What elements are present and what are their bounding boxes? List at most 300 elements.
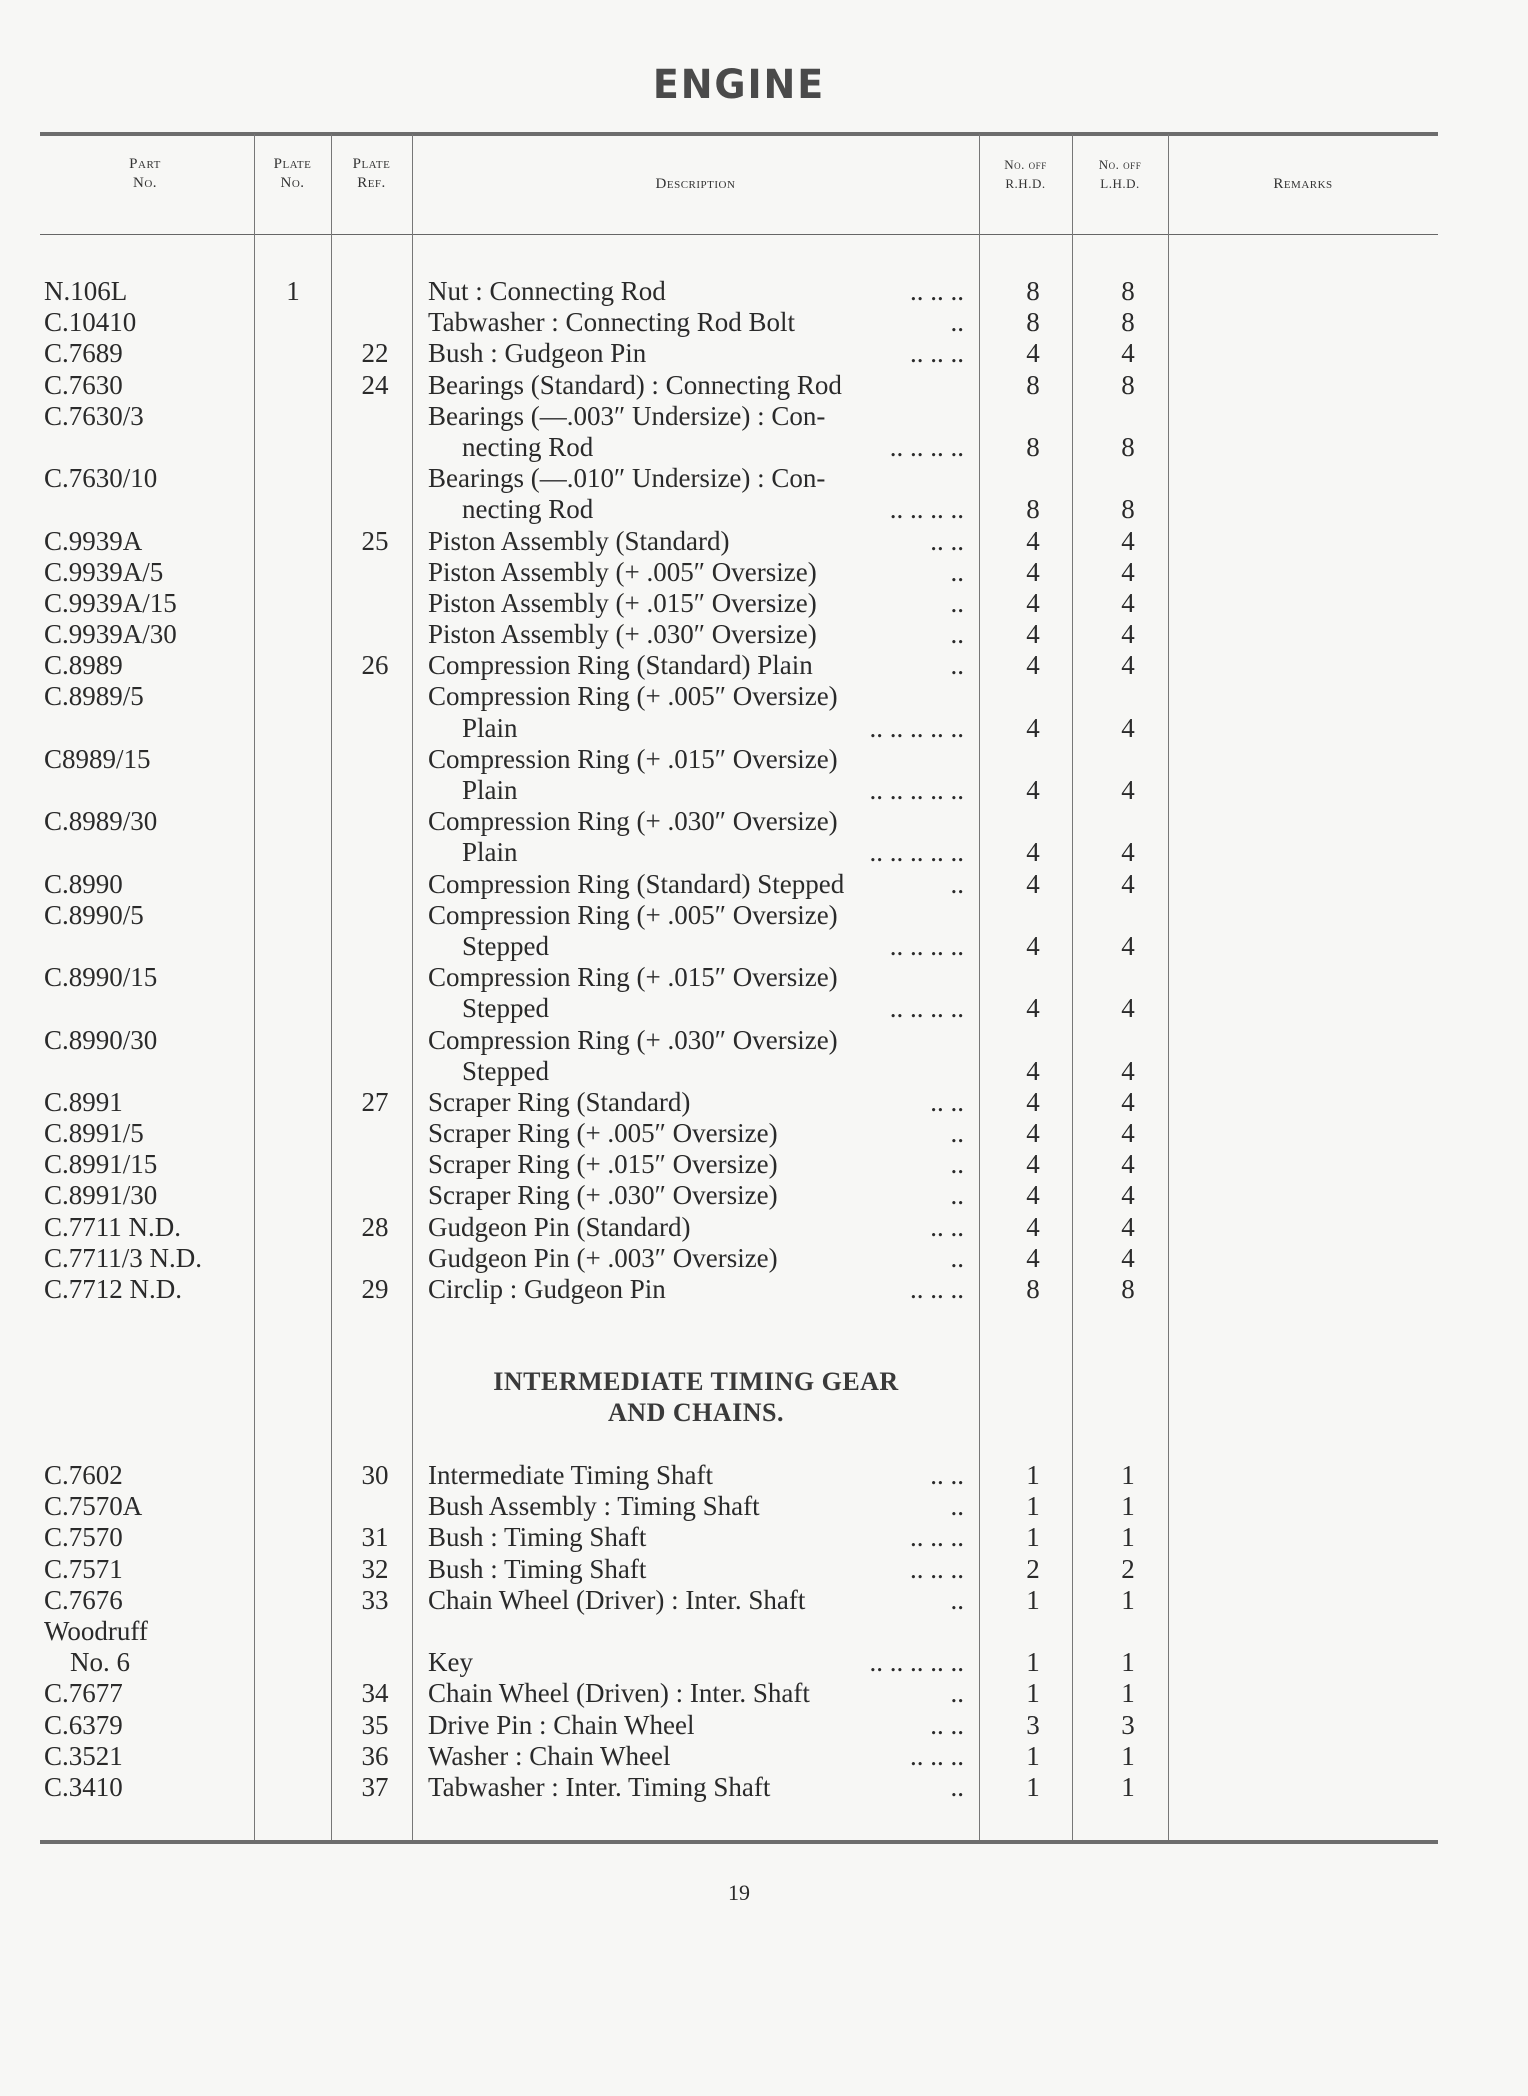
description-text: Compression Ring (+ .030″ Oversize) [428,806,838,837]
header-line: R.H.D. [1005,176,1046,191]
header-plate-ref [331,155,412,193]
table-row [0,1585,1528,1616]
description-text: Piston Assembly (Standard) [428,525,730,556]
qty-lhd: 4 [1121,587,1135,618]
table-row-continuation [0,713,1528,744]
part-number: C.8990/30 [44,1024,158,1055]
qty-lhd: 2 [1121,1553,1135,1584]
leader-dots: .. [950,1771,964,1802]
table-row [0,900,1528,931]
table-row [0,276,1528,307]
qty-rhd: 4 [1026,1242,1040,1273]
description [428,806,964,837]
qty-rhd: 4 [1026,1211,1040,1242]
part-number: C.8989/30 [44,806,158,837]
description-text: Gudgeon Pin (Standard) [428,1211,691,1242]
description [428,1522,964,1553]
parts-table-timing-gear [0,1460,1528,1803]
qty-rhd: 4 [1026,650,1040,681]
qty-lhd: 8 [1121,1274,1135,1304]
plate-ref: 25 [361,525,389,556]
table-row [0,1118,1528,1149]
leader-dots: .. [950,650,964,681]
description-text: Intermediate Timing Shaft [428,1460,713,1490]
qty-lhd: 1 [1121,1460,1135,1490]
table-row [0,1025,1528,1056]
header-line: Plate [352,156,391,172]
leader-dots: .. [950,619,964,650]
description [428,869,964,900]
leader-dots: .. .. [930,525,964,556]
table-row [0,401,1528,432]
description [428,1087,964,1118]
description-text: Tabwasher : Connecting Rod Bolt [428,307,796,338]
description [428,276,964,307]
description-text: Key [428,1647,473,1678]
header-part-no [90,155,200,193]
header-line: L.H.D. [1100,176,1140,191]
plate-ref: 37 [361,1771,389,1802]
leader-dots: .. [950,1491,964,1522]
leader-dots: .. .. [930,1211,964,1242]
part-number: C.9939A/5 [44,556,164,587]
leader-dots: .. [950,868,964,899]
leader-dots: .. .. .. [910,1274,964,1304]
table-row-continuation [0,432,1528,463]
table-row [0,557,1528,588]
plate-ref: 34 [361,1678,389,1709]
leader-dots: .. [950,1118,964,1149]
qty-rhd: 1 [1026,1740,1040,1771]
part-number: C.8989 [44,650,123,681]
description [428,557,964,588]
qty-lhd: 4 [1121,338,1135,369]
qty-rhd: 4 [1026,1149,1040,1180]
table-row [0,307,1528,338]
description [428,962,964,993]
plate-ref: 27 [361,1086,389,1117]
table-row [0,1554,1528,1585]
description [428,1460,964,1491]
description [428,1025,964,1056]
table-row [0,1087,1528,1118]
description [428,307,964,338]
qty-lhd: 4 [1121,837,1135,868]
section-heading-line: INTERMEDIATE TIMING GEAR [493,1367,899,1396]
header-line: No. off [1098,157,1142,172]
plate-ref: 30 [361,1460,389,1490]
qty-lhd: 4 [1121,1055,1135,1086]
qty-rhd: 4 [1026,619,1040,650]
description [428,1554,964,1585]
header-no-off-rhd [979,155,1072,193]
table-row [0,588,1528,619]
qty-lhd: 1 [1121,1771,1135,1802]
header-line: Plate [273,156,312,172]
qty-lhd: 4 [1121,1211,1135,1242]
description-text: Bush Assembly : Timing Shaft [428,1491,760,1522]
description-text: Bearings (—.003″ Undersize) : Con- [428,400,826,431]
qty-lhd: 8 [1121,431,1135,462]
leader-dots: .. [950,1584,964,1615]
qty-rhd: 4 [1026,775,1040,805]
description [428,1585,964,1616]
part-number: C.9939A/15 [44,587,177,618]
table-row [0,1149,1528,1180]
description-text: Bearings (—.010″ Undersize) : Con- [428,463,826,494]
part-number: C.7711/3 N.D. [44,1242,203,1273]
description-text: Scraper Ring (+ .030″ Oversize) [428,1180,778,1211]
table-row [0,1522,1528,1553]
bottom-rule [40,1840,1438,1844]
qty-lhd: 1 [1121,1584,1135,1615]
description [462,713,964,744]
qty-rhd: 8 [1026,431,1040,462]
qty-rhd: 4 [1026,712,1040,743]
description [428,619,964,650]
qty-lhd: 4 [1121,525,1135,556]
part-number: C.8990/15 [44,962,158,993]
leader-dots: .. .. .. .. .. [869,837,964,868]
description-text: Bush : Gudgeon Pin [428,338,647,369]
top-rule [40,132,1438,136]
qty-rhd: 1 [1026,1522,1040,1553]
description-text: Compression Ring (+ .030″ Oversize) [428,1024,838,1055]
table-row [0,1772,1528,1803]
description-text: Compression Ring (+ .015″ Oversize) [428,743,838,774]
section-heading-line: AND CHAINS. [608,1398,784,1427]
part-number: C.3521 [44,1740,123,1771]
plate-ref: 35 [361,1709,389,1740]
description [462,993,964,1024]
description-text: Stepped [462,930,549,961]
page-title: ENGINE [652,62,826,108]
qty-rhd: 4 [1026,338,1040,369]
description [428,1149,964,1180]
description [428,1647,964,1678]
description-text: Compression Ring (Standard) Stepped [428,868,845,899]
qty-lhd: 4 [1121,775,1135,805]
table-row [0,1491,1528,1522]
part-number: C.8991/15 [44,1149,158,1180]
description [462,837,964,868]
description-text: Drive Pin : Chain Wheel [428,1709,695,1740]
leader-dots: .. .. .. [910,1553,964,1584]
qty-lhd: 8 [1121,369,1135,400]
part-number: C.9939A [44,525,143,556]
description-text: Compression Ring (Standard) Plain [428,650,813,681]
part-number: C.8991/30 [44,1180,158,1211]
description-text: Circlip : Gudgeon Pin [428,1274,666,1304]
header-line: Ref. [357,175,386,191]
table-row [0,744,1528,775]
qty-lhd: 1 [1121,1678,1135,1709]
qty-lhd: 8 [1121,494,1135,525]
part-number: C.7570A [44,1491,143,1522]
part-number: C8989/15 [44,743,151,774]
table-row [0,1212,1528,1243]
qty-lhd: 4 [1121,1149,1135,1180]
description [428,900,964,931]
qty-lhd: 4 [1121,1118,1135,1149]
description-text: Chain Wheel (Driver) : Inter. Shaft [428,1584,806,1615]
qty-lhd: 4 [1121,650,1135,681]
part-number: C.7602 [44,1460,123,1490]
qty-lhd: 8 [1121,276,1135,306]
qty-rhd: 1 [1026,1584,1040,1615]
part-number: C.6379 [44,1709,123,1740]
leader-dots: .. [950,307,964,338]
description [428,1678,964,1709]
description [428,338,964,369]
table-row [0,1710,1528,1741]
leader-dots: .. .. .. .. [889,431,964,462]
parts-table-engine [0,276,1528,1305]
description [428,588,964,619]
qty-lhd: 4 [1121,556,1135,587]
table-row [0,338,1528,369]
table-row-continuation [0,1647,1528,1678]
header-line: No. off [1004,157,1047,172]
qty-lhd: 4 [1121,930,1135,961]
qty-lhd: 4 [1121,1242,1135,1273]
description [428,650,964,681]
qty-rhd: 4 [1026,525,1040,556]
leader-dots: .. [950,1180,964,1211]
description [428,1180,964,1211]
description-text: Stepped [462,1055,549,1086]
description-text: Plain [462,775,518,805]
table-row-continuation [0,1056,1528,1087]
qty-rhd: 4 [1026,837,1040,868]
qty-lhd: 1 [1121,1740,1135,1771]
part-number: C.8990 [44,868,123,899]
description-text: Stepped [462,993,549,1024]
leader-dots: .. .. .. .. .. [869,775,964,805]
description-text: Scraper Ring (+ .015″ Oversize) [428,1149,778,1180]
part-number: C.9939A/30 [44,619,177,650]
description [462,775,964,806]
description [428,1243,964,1274]
table-row [0,1616,1528,1647]
description [428,1274,964,1305]
table-row [0,526,1528,557]
plate-ref: 32 [361,1553,389,1584]
description [428,526,964,557]
part-number: C.7676 [44,1584,123,1615]
description [428,370,964,401]
leader-dots: .. [950,1149,964,1180]
leader-dots: .. .. .. .. .. [869,1647,964,1678]
description-text: necting Rod [462,431,594,462]
description-text: Bush : Timing Shaft [428,1522,647,1553]
table-row [0,806,1528,837]
description-text: Scraper Ring (+ .005″ Oversize) [428,1118,778,1149]
table-row-continuation [0,837,1528,868]
leader-dots: .. .. .. .. [889,494,964,525]
qty-rhd: 2 [1026,1553,1040,1584]
table-row [0,619,1528,650]
table-row [0,650,1528,681]
table-row [0,1460,1528,1491]
part-number: C.8989/5 [44,681,144,712]
table-row-continuation [0,931,1528,962]
plate-ref: 22 [361,338,389,369]
qty-rhd: 8 [1026,1274,1040,1304]
table-row [0,681,1528,712]
description-text: Piston Assembly (+ .015″ Oversize) [428,587,817,618]
qty-lhd: 4 [1121,868,1135,899]
description [428,1491,964,1522]
description-text: Tabwasher : Inter. Timing Shaft [428,1771,771,1802]
description-text: Piston Assembly (+ .030″ Oversize) [428,619,817,650]
part-number: C.10410 [44,307,137,338]
description [428,744,964,775]
table-row [0,1274,1528,1305]
leader-dots: .. .. [930,1460,964,1490]
qty-lhd: 3 [1121,1709,1135,1740]
leader-dots: .. .. .. .. [889,930,964,961]
description-text: Bearings (Standard) : Connecting Rod [428,369,842,400]
header-rule [40,234,1438,235]
part-number: C.8990/5 [44,899,144,930]
plate-ref: 31 [361,1522,389,1553]
table-row-continuation [0,993,1528,1024]
qty-rhd: 4 [1026,1086,1040,1117]
qty-rhd: 4 [1026,1118,1040,1149]
page-number: 19 [728,1880,750,1905]
description-text: Compression Ring (+ .005″ Oversize) [428,681,838,712]
description-text: Plain [462,837,518,868]
header-line: No. [280,175,305,191]
qty-rhd: 4 [1026,1055,1040,1086]
plate-ref: 36 [361,1740,389,1771]
qty-rhd: 4 [1026,868,1040,899]
description [428,1710,964,1741]
description [428,1118,964,1149]
qty-lhd: 1 [1121,1491,1135,1522]
part-number: C.8991/5 [44,1118,144,1149]
qty-rhd: 4 [1026,993,1040,1024]
leader-dots: .. [950,556,964,587]
plate-ref: 24 [361,369,389,400]
qty-rhd: 1 [1026,1460,1040,1490]
part-number: C.7571 [44,1553,123,1584]
table-row [0,962,1528,993]
part-number: C.7677 [44,1678,123,1709]
leader-dots: .. .. [930,1709,964,1740]
part-number: C.8991 [44,1086,123,1117]
description-text: Washer : Chain Wheel [428,1740,671,1771]
table-row-continuation [0,494,1528,525]
header-no-off-lhd [1072,155,1168,193]
table-row [0,463,1528,494]
part-number-continuation: No. 6 [70,1647,130,1678]
leader-dots: .. [950,1242,964,1273]
part-number: C.7689 [44,338,123,369]
qty-rhd: 3 [1026,1709,1040,1740]
leader-dots: .. .. .. .. [889,993,964,1024]
description [428,401,964,432]
description [462,1056,964,1087]
leader-dots: .. .. .. [910,1740,964,1771]
qty-lhd: 4 [1121,712,1135,743]
description [428,1212,964,1243]
plate-ref: 29 [361,1274,389,1304]
description [428,463,964,494]
part-number: C.7712 N.D. [44,1274,183,1304]
leader-dots: .. .. .. .. .. [869,712,964,743]
description-text: Gudgeon Pin (+ .003″ Oversize) [428,1242,778,1273]
qty-lhd: 4 [1121,619,1135,650]
description-text: Compression Ring (+ .015″ Oversize) [428,962,838,993]
qty-rhd: 1 [1026,1678,1040,1709]
leader-dots: .. [950,1678,964,1709]
leader-dots: .. .. .. [910,276,964,306]
table-row [0,869,1528,900]
description-text: Bush : Timing Shaft [428,1553,647,1584]
section-heading [428,1366,964,1428]
description-text: Compression Ring (+ .005″ Oversize) [428,899,838,930]
qty-rhd: 8 [1026,276,1040,306]
table-row [0,1741,1528,1772]
description [462,432,964,463]
description [462,494,964,525]
description [428,681,964,712]
qty-lhd: 1 [1121,1522,1135,1553]
qty-rhd: 1 [1026,1491,1040,1522]
plate-ref: 28 [361,1211,389,1242]
table-row [0,1678,1528,1709]
part-number: C.7630/3 [44,400,144,431]
qty-lhd: 1 [1121,1647,1135,1678]
header-description: Description [655,176,736,192]
part-number: C.7711 N.D. [44,1211,182,1242]
description-text: Plain [462,712,518,743]
part-number: C.7630/10 [44,463,158,494]
description [428,1772,964,1803]
part-number: Woodruff [44,1615,148,1646]
leader-dots: .. [950,587,964,618]
qty-rhd: 1 [1026,1771,1040,1802]
description-text: Scraper Ring (Standard) [428,1086,691,1117]
part-number: C.3410 [44,1771,123,1802]
qty-rhd: 8 [1026,369,1040,400]
description [462,931,964,962]
leader-dots: .. .. .. [910,1522,964,1553]
qty-rhd: 4 [1026,1180,1040,1211]
qty-rhd: 1 [1026,1647,1040,1678]
table-row-continuation [0,775,1528,806]
qty-rhd: 4 [1026,930,1040,961]
qty-rhd: 8 [1026,494,1040,525]
description-text: Piston Assembly (+ .005″ Oversize) [428,556,817,587]
qty-rhd: 4 [1026,556,1040,587]
leader-dots: .. .. [930,1086,964,1117]
qty-lhd: 4 [1121,993,1135,1024]
part-number: C.7570 [44,1522,123,1553]
header-line: Part [129,156,161,172]
header-line: No. [132,175,158,191]
qty-lhd: 4 [1121,1086,1135,1117]
header-remarks: Remarks [1273,176,1333,192]
plate-number: 1 [286,276,300,306]
description [428,1741,964,1772]
table-row [0,1180,1528,1211]
qty-lhd: 8 [1121,307,1135,338]
table-row [0,1243,1528,1274]
qty-lhd: 4 [1121,1180,1135,1211]
